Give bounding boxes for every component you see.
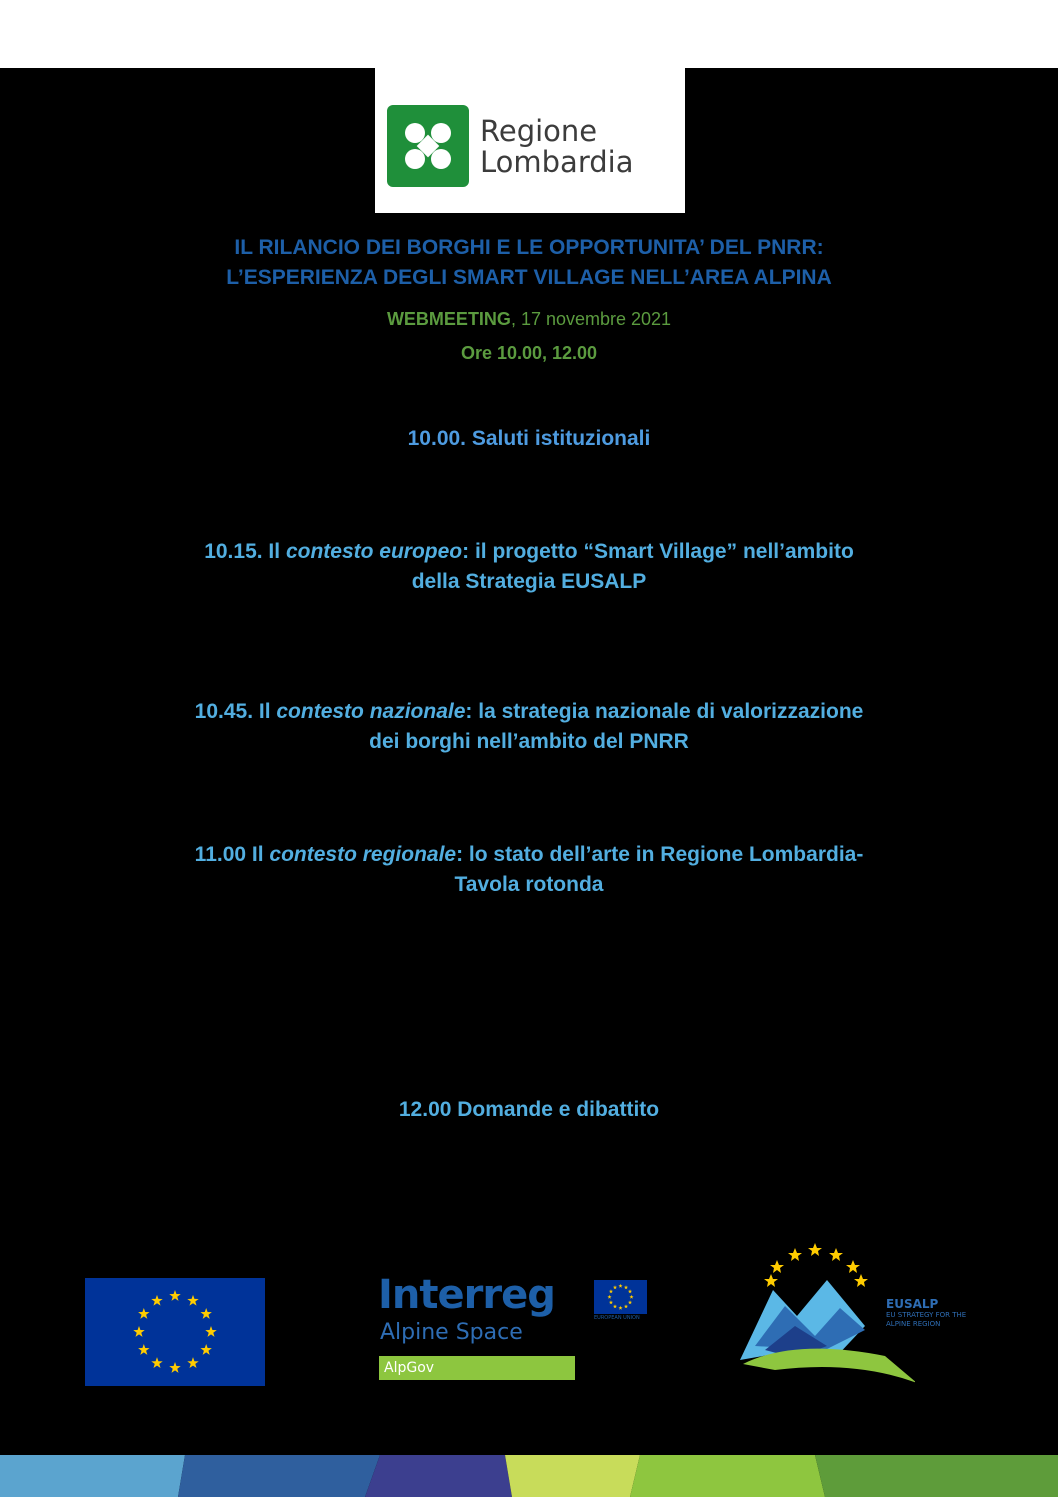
agenda-item-3-italic: contesto nazionale (276, 700, 466, 723)
logo-text-line1: Regione (480, 114, 598, 148)
interreg-logo-text: Interreg (378, 1272, 555, 1318)
page-title (0, 233, 1058, 293)
alpgov-bar: AlpGov (379, 1356, 575, 1380)
agenda-item-2-line2: della Strategia EUSALP (411, 570, 647, 593)
eu-flag-logo (85, 1278, 265, 1386)
agenda-item-2-rest: : il progetto “Smart Village” nell’ambito (462, 540, 854, 563)
event-label: WEBMEETING (386, 309, 511, 329)
agenda-item-3 (0, 697, 1058, 757)
eusalp-subtitle: EU STRATEGY FOR THE ALPINE REGION (886, 1311, 967, 1328)
agenda-item-2-prefix: 10.15. Il (204, 540, 286, 563)
agenda-item-4-rest: : lo stato dell’arte in Regione Lombardia- (456, 843, 864, 866)
event-date: , 17 novembre 2021 (510, 309, 672, 329)
event-line (0, 309, 1058, 330)
agenda-item-4-line2: Tavola rotonda (454, 873, 604, 896)
agenda-item-3-rest: : la strategia nazionale di valorizzazione (465, 700, 864, 723)
logo-text-line2: Lombardia (480, 145, 634, 179)
agenda-item-1: 10.00. Saluti istituzionali (407, 427, 651, 450)
bottom-color-band (0, 1455, 1058, 1497)
eu-flag-small-logo (594, 1280, 647, 1314)
agenda-item-2 (0, 537, 1058, 597)
eusalp-stars (764, 1243, 868, 1287)
european-union-label: EUROPEAN UNION (594, 1315, 640, 1321)
logo-text (480, 116, 633, 178)
eusalp-title: EUSALP (886, 1297, 939, 1311)
title-line1: IL RILANCIO DEI BORGHI E LE OPPORTUNITA’ DEL PNRR: (234, 236, 824, 259)
title-line2: L’ESPERIENZA DEGLI SMART VILLAGE NELL’AREA ALPINA (226, 266, 832, 289)
time-range: Ore 10.00, 12.00 (460, 343, 598, 363)
agenda-item-3-prefix: 10.45. Il (194, 700, 277, 723)
regione-lombardia-logo-mark (387, 105, 469, 187)
alpine-space-text: Alpine Space (380, 1320, 523, 1345)
agenda-item-4-italic: contesto regionale (269, 843, 457, 866)
agenda-item-3-line2: dei borghi nell’ambito del PNRR (369, 730, 689, 753)
agenda-item-5: 12.00 Domande e dibattito (398, 1098, 660, 1121)
agenda-item-4-prefix: 11.00 Il (194, 843, 270, 866)
agenda-item-4 (0, 840, 1058, 900)
regione-lombardia-logo (375, 68, 685, 213)
agenda-item-2-italic: contesto europeo (285, 540, 463, 563)
